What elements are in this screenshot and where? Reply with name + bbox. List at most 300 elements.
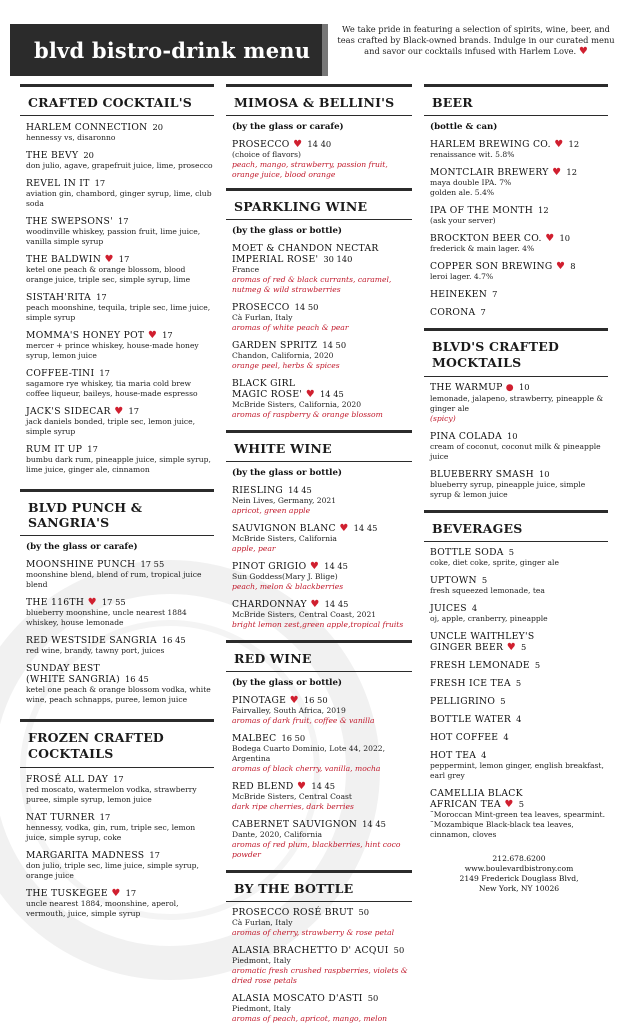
menu-item <box>430 307 608 318</box>
menu-item <box>26 150 214 171</box>
item-name: THE SWEPSONS' <box>26 216 113 227</box>
item-name: RIESLING <box>232 485 284 496</box>
item-price: 14 50 <box>294 302 319 312</box>
item-name: COFFEE-TINI <box>26 368 95 379</box>
item-price: 5 <box>534 660 541 670</box>
heart-icon: ♥ <box>289 139 303 150</box>
item-name-line2: GINGER BEER <box>430 642 504 653</box>
item-description: uncle nearest 1884, moonshine, aperol, vermouth, juice, simple syrup <box>26 899 179 918</box>
item-name-line <box>26 635 214 646</box>
item-name: MARGARITA MADNESS <box>26 850 145 861</box>
heart-icon: ♥ <box>110 406 124 417</box>
item-name-line <box>430 307 608 318</box>
menu-item <box>430 631 608 653</box>
item-name-line <box>232 378 412 400</box>
punch-list <box>26 559 214 705</box>
item-name-line <box>430 139 608 150</box>
item-name: RED WESTSIDE SANGRIA <box>26 635 157 646</box>
item-name-line <box>430 732 608 743</box>
item-name-line <box>232 945 412 956</box>
contact-address-line1: 2149 Frederick Douglass Blvd, <box>459 874 579 883</box>
heart-icon: ♥ <box>578 46 588 57</box>
menu-item <box>26 663 214 705</box>
item-description: renaissance wit. 5.8% <box>430 150 515 159</box>
mocktails-heading-line1: BLVD'S CRAFTED <box>432 339 559 354</box>
item-name-line <box>26 122 214 133</box>
menu-item <box>26 635 214 656</box>
menu-item <box>232 819 412 860</box>
frozen-list <box>26 774 214 919</box>
heart-icon: ♥ <box>306 561 320 572</box>
item-name-line <box>26 597 214 608</box>
item-name: MOET & CHANDON NECTAR <box>232 243 379 254</box>
section-heading-white: WHITE WINE <box>226 430 412 460</box>
item-description: frederick & main lager. 4% <box>430 244 535 253</box>
item-description: red wine, brandy, tawny port, juices <box>26 646 165 655</box>
item-name: JUICES <box>430 603 467 614</box>
item-price: 8 <box>570 261 576 271</box>
item-description: (ask your server) <box>430 216 496 225</box>
menu-item <box>430 788 608 840</box>
section-heading-frozen <box>20 719 214 766</box>
section-heading-cocktails: CRAFTED COCKTAIL'S <box>20 84 214 114</box>
item-name-line <box>430 575 608 586</box>
item-name: UNCLE WAITHLEY'S <box>430 631 535 642</box>
item-price: 14 45 <box>362 819 386 829</box>
heart-icon: ♥ <box>144 330 158 341</box>
item-description: blueberry moonshine, uncle nearest 1884 whiskey, house lemonade <box>26 608 187 627</box>
menu-item <box>232 340 412 371</box>
tasting-notes: orange peel, herbs & spices <box>232 361 340 370</box>
beverage-list <box>430 547 608 840</box>
menu-item <box>430 205 608 226</box>
item-price: 17 <box>118 254 130 264</box>
item-name-line <box>232 485 412 496</box>
item-name-line <box>232 243 412 265</box>
frozen-heading-line2: COCKTAILS <box>28 746 114 761</box>
item-price: 14 50 <box>322 340 347 350</box>
item-description: Cà Furlan, Italy <box>232 918 293 927</box>
item-price: 7 <box>492 289 498 299</box>
section-heading-mimosa: MIMOSA & BELLINI'S <box>226 84 412 114</box>
item-name: HOT COFFEE <box>430 732 499 743</box>
chili-drop-icon: ● <box>502 383 514 393</box>
tasting-notes: aromas of dark fruit, coffee & vanilla <box>232 716 375 725</box>
heart-icon: ♥ <box>550 139 564 150</box>
item-description: woodinville whiskey, passion fruit, lime juice, vanilla simple syrup <box>26 227 201 246</box>
menu-item <box>232 485 412 516</box>
tasting-notes: apple, pear <box>232 544 276 553</box>
tasting-notes: aromas of red plum, blackberries, hint coco powder <box>232 840 401 859</box>
spicy-note: (spicy) <box>430 414 456 423</box>
item-description: Piedmont, Italy <box>232 1004 291 1013</box>
menu-item <box>26 888 214 919</box>
item-name-line <box>232 733 412 744</box>
section-subheading-punch: (by the glass or carafe) <box>26 542 138 552</box>
item-name-line <box>232 599 412 610</box>
item-name: THE 116TH <box>26 597 85 608</box>
item-name: HARLEM CONNECTION <box>26 122 148 133</box>
item-description: ˜Moroccan Mint-green tea leaves, spearmint. <box>430 810 606 819</box>
tasting-notes: aromatic fresh crushed raspberries, violets & dried rose petals <box>232 966 408 985</box>
tasting-notes: aromas of black cherry, vanilla, mocha <box>232 764 381 773</box>
item-name: REVEL IN IT <box>26 178 90 189</box>
item-name: THE TUSKEGEE <box>26 888 108 899</box>
item-name-line <box>232 695 412 706</box>
item-description: Bodega Cuarto Dominio, Lote 44, 2022, Argentina <box>232 744 386 763</box>
item-price: 20 <box>83 150 94 160</box>
menu-item <box>232 139 412 180</box>
menu-item <box>430 382 608 424</box>
item-price: 17 <box>125 888 137 898</box>
item-price: 10 <box>507 431 518 441</box>
contact-phone: 212.678.6200 <box>492 854 546 863</box>
item-name: MOONSHINE PUNCH <box>26 559 136 570</box>
item-name: COPPER SON BREWING <box>430 261 553 272</box>
heart-icon: ♥ <box>335 523 349 534</box>
menu-item <box>26 330 214 361</box>
menu-item <box>26 292 214 323</box>
menu-item <box>430 714 608 725</box>
item-price: 4 <box>503 732 509 742</box>
menu-item <box>232 993 412 1024</box>
item-name: UPTOWN <box>430 575 477 586</box>
tasting-notes: aromas of white peach & pear <box>232 323 349 332</box>
item-description-2: ˜Mozambique Black-black tea leaves, cinnamon, cloves <box>430 820 574 839</box>
menu-item <box>26 216 214 247</box>
item-description: jack daniels bonded, triple sec, lemon juice, simple syrup <box>26 417 196 436</box>
item-price: 12 <box>568 139 580 149</box>
item-price: 12 <box>538 205 549 215</box>
item-name-line <box>26 774 214 785</box>
item-price: 14 45 <box>311 781 336 791</box>
item-price: 17 <box>117 216 129 226</box>
item-name: MOMMA'S HONEY POT <box>26 330 145 341</box>
tasting-notes: bright lemon zest,green apple,tropical fruits <box>232 620 404 629</box>
item-description: don julio, agave, grapefruit juice, lime, prosecco <box>26 161 213 170</box>
item-description: McBride Sisters, Central Coast <box>232 792 352 801</box>
item-price: 7 <box>480 307 486 317</box>
section-heading-beer: BEER <box>424 84 608 114</box>
item-price: 10 <box>518 382 530 392</box>
item-name-line <box>26 292 214 303</box>
menu-item <box>232 302 412 333</box>
item-name: FRESH ICE TEA <box>430 678 511 689</box>
heart-icon: ♥ <box>552 261 566 272</box>
item-description: ketel one peach & orange blossom vodka, white wine, peach schnapps, puree, lemon juice <box>26 685 211 704</box>
item-name: THE BEVY <box>26 150 79 161</box>
item-price: 17 55 <box>140 559 165 569</box>
menu-item <box>430 678 608 689</box>
menu-title: blvd bistro-drink menu <box>34 37 311 63</box>
section-heading-mocktails <box>424 328 608 375</box>
frozen-heading-line1: FROZEN CRAFTED <box>28 730 164 745</box>
item-description-2: golden ale. 5.4% <box>430 188 495 197</box>
section-subheading-white: (by the glass or bottle) <box>232 468 342 478</box>
menu-item <box>26 368 214 399</box>
item-name: CHARDONNAY <box>232 599 307 610</box>
item-description: sagamore rye whiskey, tia maria cold brew coffee liqueur, baileys, house-made espresso <box>26 379 198 398</box>
contact-website: www.boulevardbistrony.com <box>464 864 574 873</box>
item-name-line <box>430 678 608 689</box>
item-description: Fairvalley, South Africa, 2019 <box>232 706 346 715</box>
item-name: HOT TEA <box>430 750 477 761</box>
tasting-notes: peach, melon & blackberries <box>232 582 344 591</box>
item-name: MONTCLAIR BREWERY <box>430 167 549 178</box>
heart-icon: ♥ <box>302 389 315 400</box>
item-description: (choice of flavors) <box>232 150 302 159</box>
item-price: 16 50 <box>303 695 328 705</box>
menu-item <box>26 850 214 881</box>
item-description: McBride Sisters, California, 2020 <box>232 400 362 409</box>
menu-item <box>232 378 412 420</box>
menu-item <box>26 406 214 437</box>
item-name-line2: IMPERIAL ROSE' <box>232 254 319 265</box>
menu-item <box>430 732 608 743</box>
item-name-line <box>232 340 412 351</box>
item-name-line <box>430 233 608 244</box>
section-subheading-mimosa: (by the glass or carafe) <box>232 122 344 132</box>
mimosa-list <box>232 139 412 180</box>
item-price: 16 45 <box>161 635 186 645</box>
tagline <box>336 24 616 57</box>
item-name-line2: (WHITE SANGRIA) <box>26 674 120 685</box>
tasting-notes: peach, mango, strawberry, passion fruit, orange juice, blood orange <box>232 160 388 179</box>
heart-icon: ♥ <box>107 888 121 899</box>
item-name-line <box>26 888 214 899</box>
item-description: bumbu dark rum, pineapple juice, simple syrup, lime juice, ginger ale, cinnamon <box>26 455 211 474</box>
item-name: PINA COLADA <box>430 431 503 442</box>
section-subheading-sparkling: (by the glass or bottle) <box>232 226 342 236</box>
item-description: France <box>232 265 260 274</box>
title-bar-stripe <box>322 24 328 76</box>
item-name: PROSECCO ROSÉ BRUT <box>232 907 354 918</box>
menu-item <box>430 431 608 462</box>
cocktail-list <box>26 122 214 475</box>
menu-item <box>26 122 214 143</box>
item-name-line <box>232 993 412 1004</box>
item-name-line <box>430 382 608 394</box>
item-name: BOTTLE WATER <box>430 714 512 725</box>
item-price: 5 <box>521 642 527 652</box>
item-description: blueberry syrup, pineapple juice, simple syrup & lemon juice <box>430 480 586 499</box>
section-subheading-red: (by the glass or bottle) <box>232 678 342 688</box>
item-name-line <box>430 714 608 725</box>
item-price: 16 50 <box>281 733 306 743</box>
item-description: coke, diet coke, sprite, ginger ale <box>430 558 559 567</box>
menu-item <box>430 289 608 300</box>
item-description: cream of coconut, coconut milk & pineapple juice <box>430 442 601 461</box>
item-price: 14 45 <box>320 389 344 399</box>
menu-item <box>232 561 412 592</box>
column-middle <box>232 84 412 1024</box>
item-name: CABERNET SAUVIGNON <box>232 819 358 830</box>
item-description: Nein Lives, Germany, 2021 <box>232 496 337 505</box>
section-heading-red: RED WINE <box>226 640 412 670</box>
item-name-line <box>430 603 608 614</box>
item-price: 5 <box>500 696 506 706</box>
item-description: ketel one peach & orange blossom, blood orange juice, triple sec, simple syrup, lime <box>26 265 191 284</box>
item-name-line <box>430 788 608 810</box>
menu-item <box>232 781 412 812</box>
item-name: THE WARMUP <box>430 382 503 393</box>
item-price: 10 <box>559 233 571 243</box>
item-name-line <box>26 178 214 189</box>
section-heading-bottle: BY THE BOTTLE <box>226 870 412 900</box>
item-name-line <box>232 523 412 534</box>
item-name: HEINEKEN <box>430 289 488 300</box>
item-description: Cà Furlan, Italy <box>232 313 293 322</box>
tagline-text: We take pride in featuring a selection of spirits, wine, beer, and teas crafted by Black-owned brands. Indulge in our curated menu and savor our cocktails infused with Harlem Love. <box>337 24 615 56</box>
item-name: BROCKTON BEER CO. <box>430 233 542 244</box>
item-name: PINOTAGE <box>232 695 287 706</box>
item-name-line <box>430 660 608 671</box>
white-list <box>232 485 412 630</box>
heart-icon: ♥ <box>101 254 114 265</box>
menu-item <box>430 167 608 198</box>
item-description: maya double IPA. 7% <box>430 178 512 187</box>
item-name-line <box>232 561 412 572</box>
item-name-line <box>232 781 412 792</box>
item-description: mercer + prince whiskey, house-made honey syrup, lemon juice <box>26 341 199 360</box>
item-description: McBride Sisters, Central Coast, 2021 <box>232 610 377 619</box>
heart-icon: ♥ <box>293 781 307 792</box>
menu-item <box>26 444 214 475</box>
menu-item <box>430 603 608 624</box>
item-price: 10 <box>538 469 550 479</box>
item-name: RUM IT UP <box>26 444 83 455</box>
heart-icon: ♥ <box>503 642 517 653</box>
item-description: fresh squeezed lemonade, tea <box>430 586 545 595</box>
menu-title-bar <box>10 24 322 76</box>
item-name-line <box>232 139 412 150</box>
menu-item <box>430 547 608 568</box>
menu-item <box>26 559 214 590</box>
item-name-line <box>430 167 608 178</box>
item-price: 17 <box>96 292 107 302</box>
item-name: MALBEC <box>232 733 277 744</box>
column-right <box>430 84 608 894</box>
tasting-notes: dark ripe cherries, dark berries <box>232 802 354 811</box>
item-description: hennessy, vodka, gin, rum, triple sec, lemon juice, simple syrup, coke <box>26 823 196 842</box>
contact-address-line2: New York, NY 10026 <box>478 884 560 893</box>
item-name: CORONA <box>430 307 476 318</box>
menu-item <box>430 261 608 282</box>
item-name-line <box>26 368 214 379</box>
heart-icon: ♥ <box>541 233 555 244</box>
item-price: 17 <box>99 812 111 822</box>
item-name-line2: AFRICAN TEA <box>430 799 501 810</box>
item-price: 4 <box>471 603 478 613</box>
item-name: FROSÉ ALL DAY <box>26 774 109 785</box>
item-name: THE BALDWIN <box>26 254 102 265</box>
item-name: PROSECCO <box>232 302 290 313</box>
item-name-line <box>430 289 608 300</box>
item-price: 5 <box>481 575 488 585</box>
item-price: 50 <box>358 907 370 917</box>
item-name: PROSECCO <box>232 139 290 150</box>
item-description: peach moonshine, tequila, triple sec, lime juice, simple syrup <box>26 303 211 322</box>
item-name: BLUEBERRY SMASH <box>430 469 534 480</box>
tasting-notes: aromas of peach, apricot, mango, melon <box>232 1014 388 1023</box>
tasting-notes: apricot, green apple <box>232 506 311 515</box>
menu-item <box>26 254 214 285</box>
item-description: don julio, triple sec, lime juice, simple syrup, orange juice <box>26 861 199 880</box>
menu-item <box>430 660 608 671</box>
item-name: HARLEM BREWING CO. <box>430 139 551 150</box>
item-name-line <box>26 330 214 341</box>
item-description: lemonade, jalapeno, strawberry, pineapple & ginger ale <box>430 394 604 413</box>
item-name-line <box>430 205 608 216</box>
item-price: 17 <box>87 444 98 454</box>
item-name-line <box>430 696 608 707</box>
item-description: Dante, 2020, California <box>232 830 323 839</box>
section-heading-beverages: BEVERAGES <box>424 510 608 540</box>
item-price: 12 <box>566 167 577 177</box>
item-price: 30 140 <box>323 254 353 264</box>
item-price: 5 <box>515 678 522 688</box>
item-name: ALASIA BRACHETTO D' ACQUI <box>232 945 389 956</box>
menu-item <box>232 523 412 554</box>
item-description: leroi lager. 4.7% <box>430 272 494 281</box>
item-name: PINOT GRIGIO <box>232 561 307 572</box>
beer-list <box>430 139 608 318</box>
item-name-line2: MAGIC ROSE' <box>232 389 303 400</box>
item-name: SUNDAY BEST <box>26 663 100 674</box>
item-price: 16 45 <box>125 674 149 684</box>
item-name-line <box>232 302 412 313</box>
item-price: 17 <box>113 774 124 784</box>
item-price: 17 <box>149 850 160 860</box>
item-description: red moscato, watermelon vodka, strawberry puree, simple syrup, lemon juice <box>26 785 197 804</box>
menu-item <box>430 575 608 596</box>
menu-item <box>430 139 608 160</box>
item-name: RED BLEND <box>232 781 294 792</box>
item-description: aviation gin, chambord, ginger syrup, lime, club soda <box>26 189 212 208</box>
tasting-notes: aromas of raspberry & orange blossom <box>232 410 383 419</box>
menu-item <box>430 469 608 500</box>
menu-item <box>232 599 412 630</box>
item-name-line <box>26 216 214 227</box>
item-name-line <box>26 850 214 861</box>
item-price: 4 <box>516 714 522 724</box>
item-name-line <box>430 261 608 272</box>
section-heading-sparkling: SPARKLING WINE <box>226 188 412 218</box>
contact-info <box>430 854 608 894</box>
menu-item <box>430 233 608 254</box>
item-description: Sun Goddess(Mary J. Blige) <box>232 572 338 581</box>
item-price: 14 45 <box>288 485 312 495</box>
item-name: IPA OF THE MONTH <box>430 205 534 216</box>
item-name: CAMELLIA BLACK <box>430 788 523 799</box>
menu-item <box>26 178 214 209</box>
menu-item <box>26 774 214 805</box>
item-price: 14 45 <box>324 599 349 609</box>
item-price: 17 <box>94 178 106 188</box>
item-name-line <box>26 150 214 161</box>
menu-item <box>232 907 412 938</box>
item-name-line <box>26 254 214 265</box>
item-description: peppermint, lemon ginger, english breakfast, earl grey <box>430 761 604 780</box>
bottle-list <box>232 907 412 1024</box>
item-price: 17 <box>128 406 140 416</box>
section-subheading-beer: (bottle & can) <box>430 122 498 132</box>
menu-item <box>232 243 412 295</box>
heart-icon: ♥ <box>548 167 562 178</box>
mocktail-list <box>430 382 608 500</box>
item-name-line <box>430 431 608 442</box>
item-name-line <box>26 812 214 823</box>
